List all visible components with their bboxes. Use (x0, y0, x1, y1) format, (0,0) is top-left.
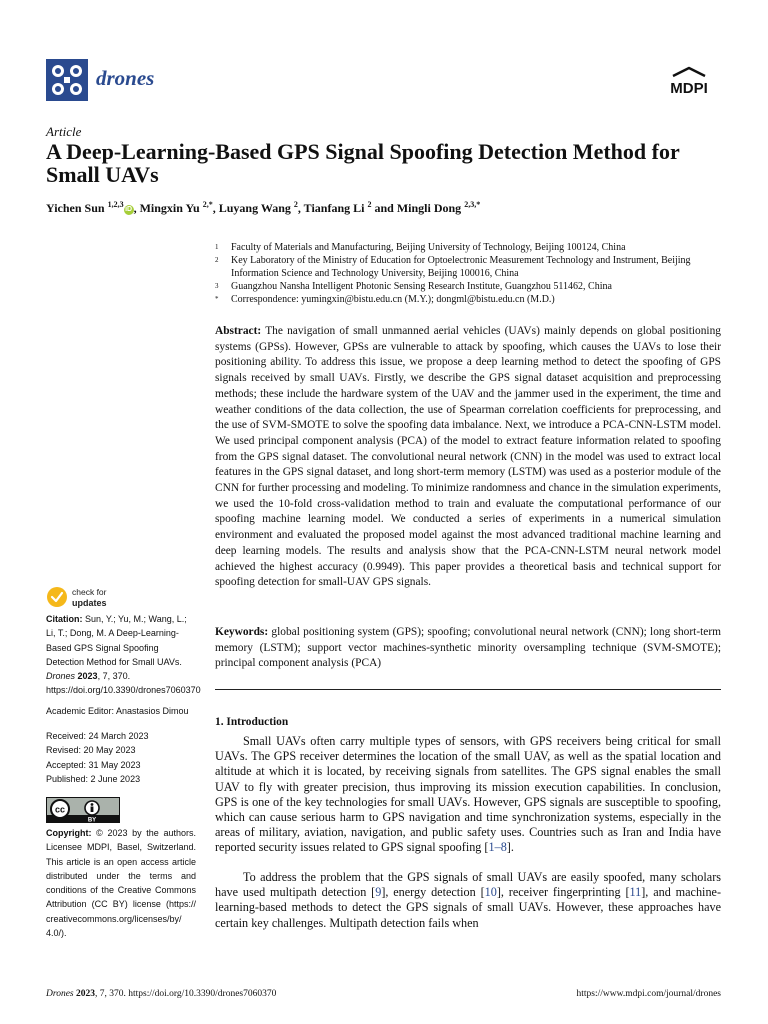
citation-ref-9[interactable]: 9 (375, 885, 382, 900)
affiliation-text: Guangzhou Nansha Intelligent Photonic Sensing Research Institute, Guangzhou 511462, China (231, 281, 612, 292)
check-updates-line2: updates (72, 598, 107, 608)
author-affiliation-marker: 2,* (202, 200, 213, 209)
intro-p2-a: To address the problem that the GPS signals of small UAVs are easily spoofed, many scholars have used multipath detection [ (215, 870, 721, 900)
mdpi-logo[interactable] (661, 66, 717, 100)
affiliation-text: Correspondence: yumingxin@bistu.edu.cn (M.Y.); dongml@bistu.edu.cn (M.D.) (231, 294, 555, 305)
academic-editor: Academic Editor: Anastasios Dimou (46, 706, 189, 716)
intro-p2-c: ], receiver fingerprinting [ (496, 885, 630, 900)
intro-paragraph-2 (215, 870, 721, 931)
abstract-text: The navigation of small unmanned aerial vehicles (UAVs) mainly depends on global positioning systems (GPSs). However, GPSs are vulnerable to attack by spoofing, which causes the UAVs to lose their positioning ability. To address this issue, we propose a deep learning method to detect the spoofing of GPS signals received by small UAVs. Firstly, we describe the GPS signal dataset acquisition and preprocessing methods; these include the hardware system of the UAV and the jammer used in the experiment, the time and weather conditions of the data collection, the use of Spearman correlation coefficients for preprocessing, and the use of SVM-SMOTE to solve the spoofing data imbalance. Next, we introduce a PCA-CNN-LSTM model. We used principal component analysis (PCA) of the model to extract feature information related to spoofing from the GPS signal dataset. The convolutional neural network (CNN) in the model was used to extract local features in the GPS signal dataset, and long short-term memory (LSTM) was used as a posterior module of the CNN for further processing and modeling. To minimize randomness and chance in the simulation experiments, we used the 10-fold cross-validation method to train and evaluate the computational performance of our spoofing machine learning model. We conducted a series of experiments in a numerical simulation environment and evaluated the proposed model against the most advanced traditional machine learning and deep learning models. The results and analysis show that the PCA-CNN-LSTM neural network model achieved the highest accuracy (0.9949). This paper provides a theoretical basis and technical support for spoofing detection for small-UAV GPS signals. (215, 325, 721, 589)
affiliation-number: 2 (215, 256, 219, 264)
cc-by-license-badge[interactable] (46, 797, 120, 823)
affiliation-item (215, 293, 735, 306)
affiliation-item (215, 280, 735, 293)
author-name[interactable]: Luyang Wang (218, 201, 291, 215)
author-separator: , (133, 201, 140, 215)
citation-ref-11[interactable]: 11 (629, 885, 642, 900)
author-list (46, 200, 480, 216)
author-separator: , (297, 201, 304, 215)
orcid-icon[interactable]: iD (125, 206, 133, 213)
affiliation-number: 1 (215, 243, 219, 251)
mdpi-logo-text: MDPI (670, 80, 708, 97)
footer-citation (46, 989, 276, 999)
author-affiliation-marker: 2 (367, 200, 372, 209)
author-name[interactable]: Yichen Sun (46, 201, 105, 215)
check-updates-line1: check for (72, 587, 107, 597)
svg-text:cc: cc (54, 804, 66, 815)
footer-year: 2023 (76, 989, 95, 999)
author-separator: , (212, 201, 219, 215)
affiliation-number: 3 (215, 282, 219, 290)
footer-journal: Drones (46, 989, 74, 999)
section-heading-introduction: 1. Introduction (215, 716, 289, 728)
author-name[interactable]: Mingxin Yu (139, 201, 200, 215)
affiliation-item (215, 241, 735, 254)
svg-text:BY: BY (87, 817, 97, 823)
author-affiliation-marker: 2,3,* (464, 200, 481, 209)
keywords-text: global positioning system (GPS); spoofing; convolutional neural network (CNN); long short-term memory (LSTM); support vector machines-synthetic minority oversampling technique (SVM-SMOTE); principal component analysis (PCA) (215, 626, 721, 670)
check-for-updates-badge[interactable] (46, 585, 166, 609)
abstract (215, 324, 721, 591)
intro-p1-text: Small UAVs often carry multiple types of sensors, with GPS receivers being critical for small UAVs. The GPS receiver determines the location of the small UAV, as well as the spatial location and altitude at which it is located, by receiving signals from satellites. The GPS signal enables the small UAV to fly with greater precision, thus improving its mission execution capabilities. In conclusion, GPS is one of the key technologies for small UAVs. However, GPS signals are susceptible to spoofing, which can cause serious harm to GPS navigation and time synchronization systems, especially in the areas of military, aviation, navigation, and public safety uses. Countries such as Iran and India have reported security issues related to GPS signal spoofing [ (215, 734, 721, 855)
affiliation-number: * (215, 295, 219, 303)
date-accepted: Accepted: 31 May 2023 (46, 759, 141, 770)
affiliation-text: Faculty of Materials and Manufacturing, Beijing University of Technology, Beijing 100124, China (231, 242, 626, 253)
date-revised: Revised: 20 May 2023 (46, 745, 136, 756)
keywords (215, 625, 721, 672)
author-affiliation-marker: 2 (293, 200, 298, 209)
copyright-text: © 2023 by the authors. Licensee MDPI, Basel, Switzerland. This article is an open access article distributed under the terms and conditions of the Creative Commons Attribution (CC BY) license (https:// creativecommons.org/licenses/by/ 4.0/). (46, 828, 196, 939)
affiliation-item (215, 254, 735, 280)
paper-title: A Deep-Learning-Based GPS Signal Spoofing Detection Method for Small UAVs (46, 139, 680, 187)
abstract-label: Abstract: (215, 325, 262, 337)
affiliations (215, 241, 735, 306)
citation-year: 2023 (77, 671, 98, 682)
keywords-label: Keywords: (215, 626, 269, 638)
footer-doi[interactable]: , 7, 370. https://doi.org/10.3390/drones7060370 (95, 989, 277, 999)
copyright-label: Copyright: (46, 828, 92, 838)
affiliation-text: Key Laboratory of the Ministry of Education for Optoelectronic Measurement Technology and Instrument, Beijing Information Science and Technology University, Beijing 100016, China (231, 255, 691, 279)
intro-paragraph-1 (215, 734, 721, 856)
intro-p1-end: ]. (506, 840, 514, 855)
date-published: Published: 2 June 2023 (46, 773, 141, 784)
copyright-block (46, 826, 196, 940)
intro-p2-b: ], energy detection [ (381, 885, 485, 900)
footer-journal-url[interactable]: https://www.mdpi.com/journal/drones (576, 989, 721, 999)
article-type: Article (46, 124, 82, 139)
citation-text: Sun, Y.; Yu, M.; Wang, L.; Li, T.; Dong, M. A Deep-Learning-Based GPS Signal Spoofing Detection Method for Small UAVs. (46, 614, 187, 667)
author-name[interactable]: Tianfang Li (303, 201, 365, 215)
citation-journal: Drones (46, 671, 76, 682)
author-name[interactable]: Mingli Dong (396, 201, 462, 215)
citation-label: Citation: (46, 614, 83, 624)
section-divider (215, 689, 721, 690)
author-separator: and (371, 201, 397, 215)
author-affiliation-marker: 1,2,3 (107, 200, 124, 209)
publication-dates (46, 729, 149, 786)
citation-ref-1-8[interactable]: 1–8 (488, 840, 507, 855)
citation-block (46, 612, 201, 698)
journal-name[interactable]: drones (96, 66, 155, 90)
intro-p2-d: ], and machine-learning-based methods to detect the GPS signals of small UAVs. However, these approaches have certain key challenges. Multipath detection fails when (215, 885, 722, 930)
date-received: Received: 24 March 2023 (46, 731, 149, 741)
citation-doi[interactable]: , 7, 370. https://doi.org/10.3390/drones7060370 (46, 671, 201, 696)
drones-journal-logo (46, 59, 88, 101)
citation-ref-10[interactable]: 10 (484, 885, 497, 900)
